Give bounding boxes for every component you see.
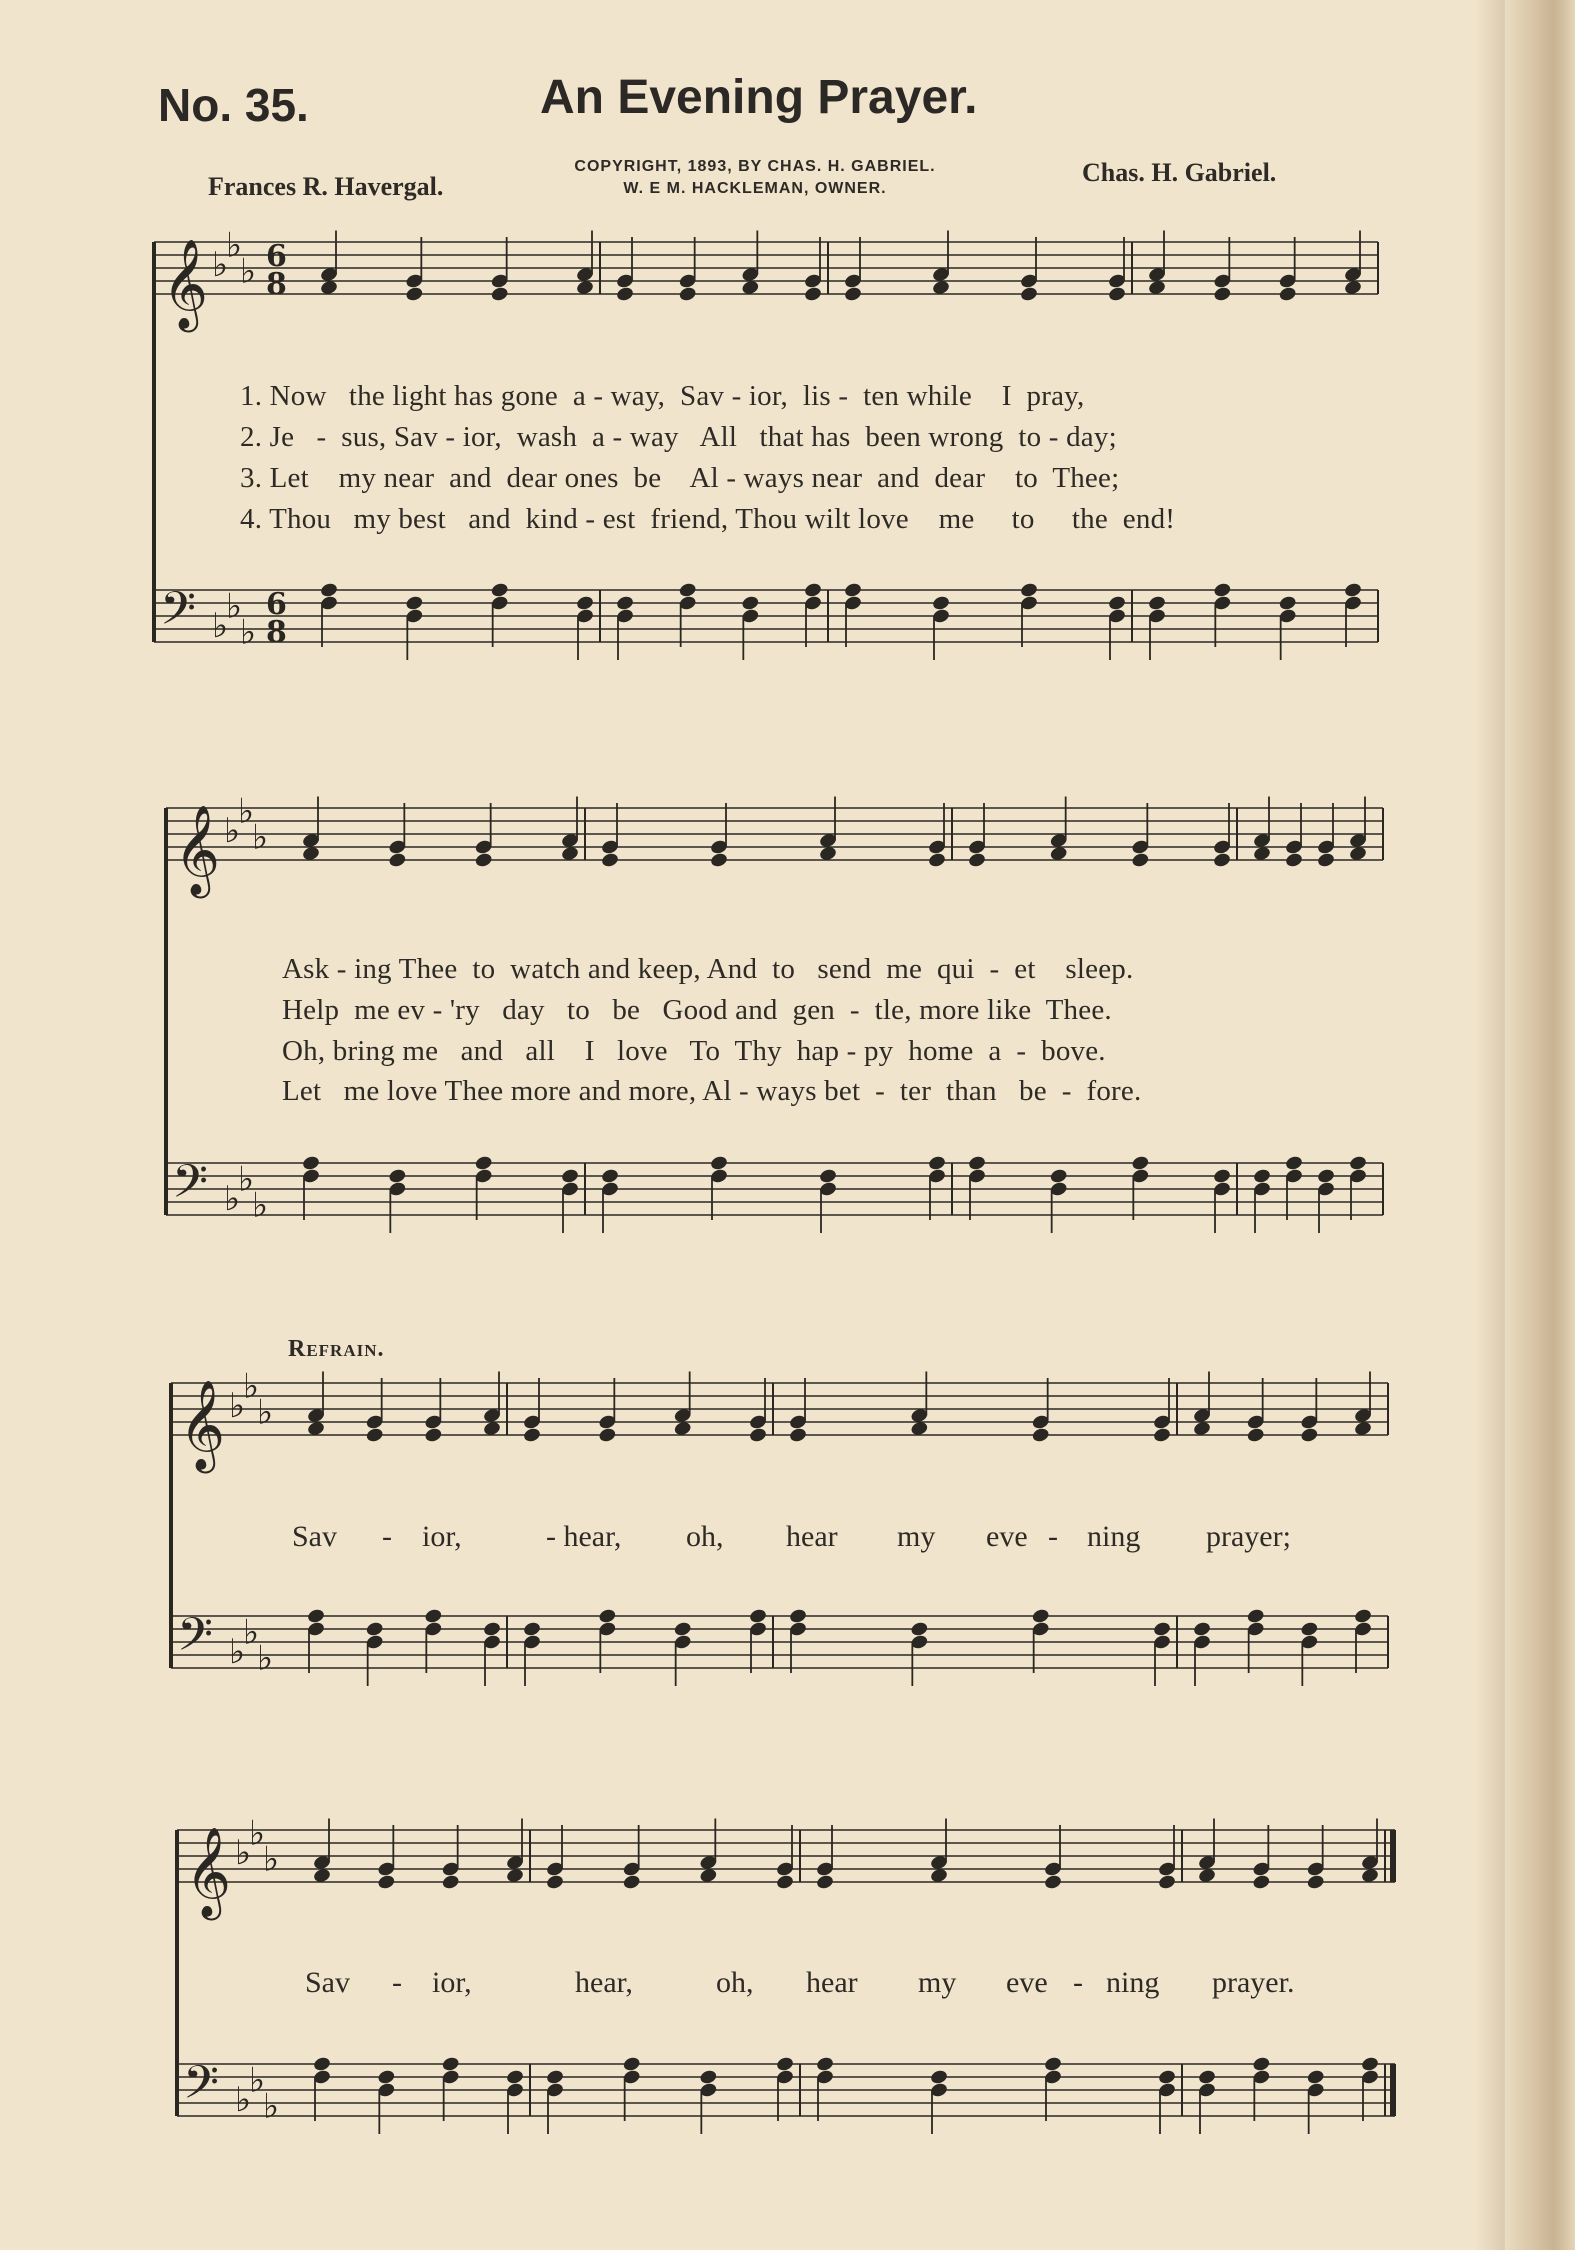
note [482, 1621, 501, 1686]
note [699, 1819, 718, 1884]
note [600, 1168, 619, 1233]
note [1353, 1372, 1372, 1437]
refrain-word: ning [1106, 1966, 1160, 1999]
note [319, 231, 338, 296]
refrain-word: hear [786, 1520, 838, 1553]
flat-icon: ♭ [249, 1813, 266, 1854]
note [1197, 1819, 1216, 1884]
note [678, 582, 697, 647]
flat-icon: ♭ [226, 586, 243, 627]
note [1300, 1378, 1319, 1443]
note [474, 1155, 493, 1220]
note [741, 595, 760, 660]
note [775, 1825, 794, 1890]
note [818, 1168, 837, 1233]
note [929, 2069, 948, 2134]
note [522, 1621, 541, 1686]
note [910, 1372, 929, 1437]
note [377, 1825, 396, 1890]
note [1147, 595, 1166, 660]
bass-clef-icon: 𝄢 [177, 1608, 214, 1673]
flat-icon: ♭ [263, 2086, 280, 2127]
note [1252, 1825, 1271, 1890]
note [1019, 582, 1038, 647]
note [490, 582, 509, 647]
note [575, 231, 594, 296]
flat-icon: ♭ [257, 1392, 274, 1433]
note [622, 2056, 641, 2121]
note [843, 237, 862, 302]
note [1360, 1819, 1379, 1884]
flat-icon: ♭ [252, 1185, 269, 1226]
treble-clef-icon: 𝄞 [162, 239, 209, 329]
flat-icon: ♭ [229, 1632, 246, 1672]
refrain-word: Sav [305, 1966, 350, 1999]
refrain-word: Sav [292, 1520, 337, 1553]
refrain-word: ning [1087, 1520, 1141, 1553]
note [1197, 2069, 1216, 2134]
note [365, 1378, 384, 1443]
note [622, 1825, 641, 1890]
note [1031, 1608, 1050, 1673]
bass-staff [166, 1163, 1383, 1215]
flat-icon: ♭ [235, 2080, 252, 2120]
note [788, 1608, 807, 1673]
flat-icon: ♭ [243, 1612, 260, 1653]
note [505, 2069, 524, 2134]
note [967, 1155, 986, 1220]
copyright-line-2: W. E M. HACKLEMAN, OWNER. [623, 180, 887, 197]
note [673, 1621, 692, 1686]
note [301, 1155, 320, 1220]
hymn-number: No. 35. [158, 79, 309, 131]
treble-clef-icon: 𝄞 [179, 1380, 226, 1470]
refrain-word: ior, [422, 1520, 462, 1553]
note [1147, 231, 1166, 296]
treble-time-signature-top: 6 [266, 239, 287, 274]
refrain-word: - [382, 1520, 392, 1553]
note [1348, 1155, 1367, 1220]
note [505, 1819, 524, 1884]
refrain-word: prayer; [1206, 1520, 1291, 1553]
refrain-word: hear, [575, 1966, 633, 1999]
flat-icon: ♭ [224, 811, 241, 851]
note [803, 237, 822, 302]
note [522, 1378, 541, 1443]
note [1278, 237, 1297, 302]
flat-icon: ♭ [252, 817, 269, 858]
bass-clef-icon: 𝄢 [160, 582, 197, 647]
treble-time-signature-bottom: 8 [266, 267, 287, 302]
refrain-word: my [918, 1966, 957, 1999]
note [931, 231, 950, 296]
note [1278, 595, 1297, 660]
note [424, 1608, 443, 1673]
note [474, 803, 493, 868]
note [388, 803, 407, 868]
note [1300, 1621, 1319, 1686]
flat-icon: ♭ [226, 225, 243, 266]
note [741, 231, 760, 296]
note [1152, 1378, 1171, 1443]
refrain-word: oh, [716, 1966, 754, 1999]
flat-icon: ♭ [238, 791, 255, 832]
verse-2-line-a: 2. Je - sus, Sav - ior, wash a - way All that has been wrong to - day; [240, 421, 1117, 453]
treble-staff [166, 808, 1383, 860]
note [815, 2056, 834, 2121]
note [1192, 1621, 1211, 1686]
note [1212, 1168, 1231, 1233]
note [441, 1825, 460, 1890]
note [560, 1168, 579, 1233]
note [843, 582, 862, 647]
note [1252, 1168, 1271, 1233]
note [910, 1621, 929, 1686]
refrain-word: hear [806, 1966, 858, 1999]
refrain-word: - [1073, 1966, 1083, 1999]
note [1031, 1378, 1050, 1443]
note [377, 2069, 396, 2134]
note [748, 1378, 767, 1443]
note [1252, 2056, 1271, 2121]
note [1131, 1155, 1150, 1220]
note [1284, 803, 1303, 868]
note [1360, 2056, 1379, 2121]
note [775, 2056, 794, 2121]
refrain-word: - [1048, 1520, 1058, 1553]
treble-staff [154, 242, 1378, 294]
note [1316, 803, 1335, 868]
note [1019, 237, 1038, 302]
note [575, 595, 594, 660]
bass-staff [154, 590, 1378, 642]
hymn-title: An Evening Prayer. [540, 71, 978, 124]
flat-icon: ♭ [257, 1638, 274, 1679]
refrain-word: oh, [686, 1520, 724, 1553]
note [1213, 237, 1232, 302]
note [929, 1819, 948, 1884]
note [312, 1819, 331, 1884]
note [1306, 2069, 1325, 2134]
note [301, 797, 320, 862]
note [1043, 1825, 1062, 1890]
note [927, 803, 946, 868]
flat-icon: ♭ [240, 612, 257, 653]
verse-2-line-b: Help me ev - 'ry day to be Good and gen - tle, more like Thee. [282, 994, 1112, 1026]
note [1252, 797, 1271, 862]
flat-icon: ♭ [240, 251, 257, 292]
note [1246, 1378, 1265, 1443]
flat-icon: ♭ [243, 1366, 260, 1407]
note [1213, 582, 1232, 647]
refrain-word: prayer. [1212, 1966, 1295, 1999]
note [1246, 1608, 1265, 1673]
note [967, 803, 986, 868]
note [598, 1608, 617, 1673]
note [1284, 1155, 1303, 1220]
note [388, 1168, 407, 1233]
flat-icon: ♭ [263, 1839, 280, 1880]
bass-time-signature-top: 6 [266, 587, 287, 622]
note [1131, 803, 1150, 868]
note [1152, 1621, 1171, 1686]
bass-clef-icon: 𝄢 [183, 2056, 220, 2121]
refrain-word: eve [1006, 1966, 1048, 1999]
note [560, 797, 579, 862]
note [441, 2056, 460, 2121]
bass-clef-icon: 𝄢 [172, 1155, 209, 1220]
note [678, 237, 697, 302]
note [815, 1825, 834, 1890]
note [1212, 803, 1231, 868]
note [709, 1155, 728, 1220]
verse-4-line-a: 4. Thou my best and kind - est friend, Thou wilt love me to the end! [240, 503, 1176, 535]
flat-icon: ♭ [212, 606, 229, 646]
note [365, 1621, 384, 1686]
note [803, 582, 822, 647]
note [673, 1372, 692, 1437]
note [1306, 1825, 1325, 1890]
note [490, 237, 509, 302]
flat-icon: ♭ [224, 1179, 241, 1219]
flat-icon: ♭ [238, 1159, 255, 1200]
note [1049, 797, 1068, 862]
note [1049, 1168, 1068, 1233]
note [1192, 1372, 1211, 1437]
note [1348, 797, 1367, 862]
note [306, 1608, 325, 1673]
note [615, 595, 634, 660]
note [615, 237, 634, 302]
treble-clef-icon: 𝄞 [174, 805, 221, 895]
note [699, 2069, 718, 2134]
note [927, 1155, 946, 1220]
note [931, 595, 950, 660]
refrain-word: - hear, [546, 1520, 622, 1553]
note [1107, 595, 1126, 660]
note [1316, 1168, 1335, 1233]
note [1157, 2069, 1176, 2134]
note [748, 1608, 767, 1673]
composer-credit: Chas. H. Gabriel. [1082, 158, 1277, 187]
note [545, 2069, 564, 2134]
flat-icon: ♭ [229, 1386, 246, 1426]
note [545, 1825, 564, 1890]
note [312, 2056, 331, 2121]
verse-1-line-b: Ask - ing Thee to watch and keep, And to send me qui - et sleep. [282, 953, 1134, 985]
note [788, 1378, 807, 1443]
refrain-word: my [897, 1520, 936, 1553]
flat-icon: ♭ [249, 2060, 266, 2101]
note [1157, 1825, 1176, 1890]
note [1343, 231, 1362, 296]
note [598, 1378, 617, 1443]
note [818, 797, 837, 862]
note [1107, 237, 1126, 302]
verse-3-line-b: Oh, bring me and all I love To Thy hap - py home a - bove. [282, 1035, 1106, 1067]
lyricist-credit: Frances R. Havergal. [208, 172, 444, 201]
note [709, 803, 728, 868]
note [405, 595, 424, 660]
note [405, 237, 424, 302]
refrain-label: Refrain. [288, 1336, 385, 1362]
treble-clef-icon: 𝄞 [185, 1827, 232, 1917]
note [1343, 582, 1362, 647]
copyright-line-1: COPYRIGHT, 1893, BY CHAS. H. GABRIEL. [574, 158, 936, 175]
note [424, 1378, 443, 1443]
note [600, 803, 619, 868]
bass-time-signature-bottom: 8 [266, 615, 287, 650]
note [319, 582, 338, 647]
note [306, 1372, 325, 1437]
note [482, 1372, 501, 1437]
verse-3-line-a: 3. Let my near and dear ones be Al - ways near and dear to Thee; [240, 462, 1120, 494]
note [1353, 1608, 1372, 1673]
flat-icon: ♭ [212, 245, 229, 285]
refrain-word: eve [986, 1520, 1028, 1553]
refrain-word: ior, [432, 1966, 472, 1999]
verse-1-line-a: 1. Now the light has gone a - way, Sav - ior, lis - ten while I pray, [240, 380, 1085, 412]
verse-4-line-b: Let me love Thee more and more, Al - ways bet - ter than be - fore. [282, 1075, 1142, 1107]
flat-icon: ♭ [235, 1833, 252, 1873]
refrain-word: - [392, 1966, 402, 1999]
note [1043, 2056, 1062, 2121]
